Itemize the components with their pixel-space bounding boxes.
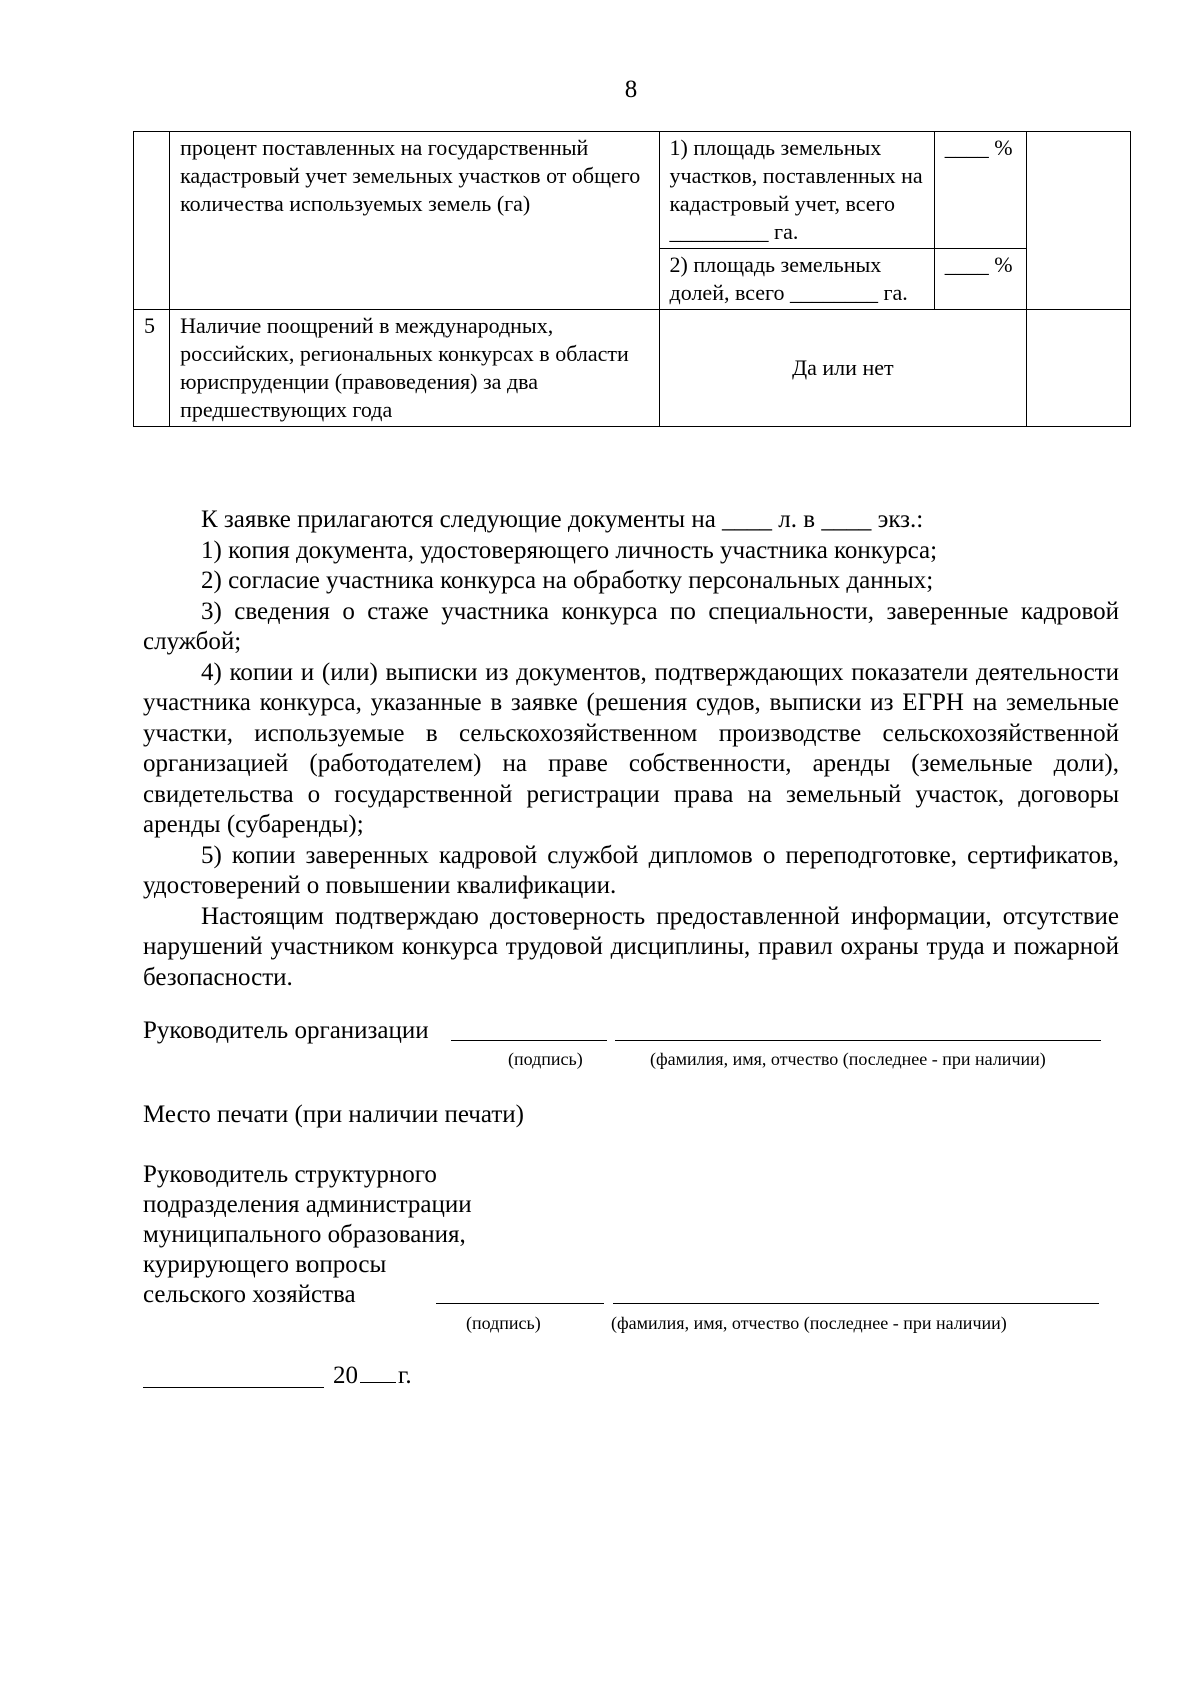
date-line	[143, 1387, 324, 1388]
row-number: 5	[134, 310, 170, 427]
paragraph: Настоящим подтверждаю достоверность предоставленной информации, отсутствие нарушений участником конкурса трудовой дисциплины, правил охраны труда и пожарной безопасности.	[143, 902, 1119, 991]
criteria-table	[133, 131, 1131, 427]
name-caption: (фамилия, имя, отчество (последнее - при наличии)	[650, 1049, 1046, 1069]
name-caption: (фамилия, имя, отчество (последнее - при наличии)	[611, 1313, 1007, 1333]
dept-head-label-line: муниципального образования,	[143, 1221, 466, 1248]
dept-head-label-line: Руководитель структурного	[143, 1161, 437, 1188]
name-line	[615, 1040, 1101, 1041]
paragraph: 1) копия документа, удостоверяющего личность участника конкурса;	[201, 536, 938, 564]
year-blank	[360, 1360, 396, 1383]
name-line	[613, 1303, 1099, 1304]
score-cell	[1027, 132, 1131, 310]
percent-cell: ____ %	[934, 132, 1026, 249]
page-number: 8	[624, 76, 638, 103]
table-row	[134, 132, 1131, 249]
answer-cell: Да или нет	[659, 310, 1027, 427]
paragraph: 3) сведения о стаже участника конкурса по специальности, заверенные кадровой службой;	[143, 597, 1119, 655]
year-prefix: 20	[333, 1362, 358, 1389]
paragraph: 4) копии и (или) выписки из документов, подтверждающих показатели деятельности участника конкурса, указанные в заявке (решения судов, выписки из ЕГРН на земельные участки, используемые в сельскохозяйственном производстве сельскохозяйственной организацией (работодателем) на праве собственности, аренды (земельные доли), свидетельства о государственной регистрации права на земельный участок, договоры аренды (субаренды);	[143, 658, 1119, 838]
criterion-cell: Наличие поощрений в международных, российских, региональных конкурсах в области юриспруденции (правоведения) за два предшествующих года	[170, 310, 659, 427]
dept-head-label-line: курирующего вопросы	[143, 1251, 387, 1278]
attachments-text	[143, 505, 1119, 993]
criterion-cell: процент поставленных на государственный кадастровый учет земельных участков от общего количества используемых земель (га)	[170, 132, 659, 310]
dept-head-label-line: подразделения администрации	[143, 1191, 472, 1218]
dept-head-label-line: сельского хозяйства	[143, 1281, 356, 1308]
date-year	[333, 1360, 412, 1391]
signature-line	[451, 1040, 607, 1041]
year-suffix: г.	[398, 1362, 412, 1389]
paragraph: 5) копии заверенных кадровой службой дипломов о переподготовке, сертификатов, удостоверений о повышении квалификации.	[143, 841, 1119, 899]
score-cell	[1027, 310, 1131, 427]
sub-indicator-cell: 1) площадь земельных участков, поставленных на кадастровый учет, всего _________ га.	[659, 132, 934, 249]
row-number	[134, 132, 170, 310]
org-head-label: Руководитель организации	[143, 1017, 429, 1044]
signature-caption: (подпись)	[466, 1313, 541, 1333]
table-row	[134, 310, 1131, 427]
paragraph: К заявке прилагаются следующие документы на ____ л. в ____ экз.:	[201, 506, 924, 533]
paragraph: 2) согласие участника конкурса на обработку персональных данных;	[201, 567, 934, 594]
dept-head-label	[143, 1160, 472, 1310]
signature-caption: (подпись)	[508, 1049, 583, 1069]
percent-cell: ____ %	[934, 249, 1026, 310]
sub-indicator-cell: 2) площадь земельных долей, всего ________ га.	[659, 249, 934, 310]
signature-line	[436, 1303, 604, 1304]
stamp-place: Место печати (при наличии печати)	[143, 1101, 524, 1128]
